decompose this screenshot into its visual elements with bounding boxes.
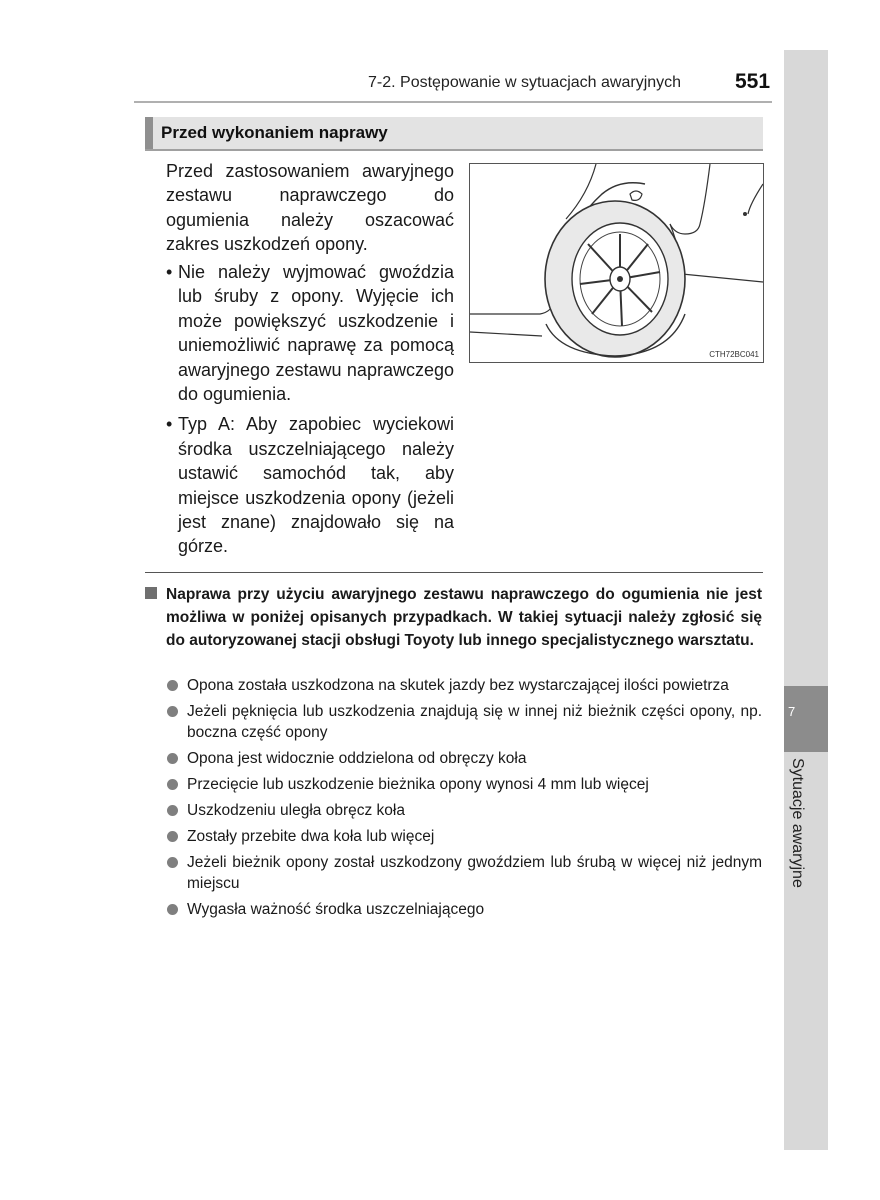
intro-text: Przed zastosowaniem awaryjnego zestawu naprawczego do ogumienia należy oszacować zakres uszkodzeń opony. <box>166 161 454 255</box>
case-item <box>166 826 762 847</box>
note-divider <box>145 572 763 573</box>
exclusion-case-list <box>166 675 762 925</box>
precaution-text: Nie należy wyjmować gwoździa lub śruby z opony. Wyjęcie ich może powiększyć uszkodzenie i uniemożliwić naprawę za pomocą awaryjnego zestawu naprawczego do ogumienia. <box>178 262 454 405</box>
bullet-marker: • <box>166 262 173 282</box>
case-bullet-icon <box>167 857 178 868</box>
case-text: Opona jest widocznie oddzielona od obręczy koła <box>187 750 527 767</box>
section-heading <box>145 117 763 151</box>
case-item <box>166 800 762 821</box>
case-bullet-icon <box>167 680 178 691</box>
case-text: Opona została uszkodzona na skutek jazdy bez wystarczającej ilości powietrza <box>187 677 729 694</box>
header-divider <box>134 101 772 103</box>
case-item <box>166 675 762 696</box>
note-square-marker <box>145 587 157 599</box>
case-bullet-icon <box>167 831 178 842</box>
case-text: Jeżeli pęknięcia lub uszkodzenia znajdują się w innej niż bieżnik części opony, np. boczna część opony <box>187 703 762 741</box>
case-bullet-icon <box>167 904 178 915</box>
case-bullet-icon <box>167 706 178 717</box>
figure-code: CTH72BC041 <box>709 350 759 359</box>
precaution-item <box>166 412 454 558</box>
case-text: Uszkodzeniu uległa obręcz koła <box>187 802 405 819</box>
page-number: 551 <box>735 70 771 93</box>
chapter-number: 7 <box>788 704 796 719</box>
case-bullet-icon <box>167 753 178 764</box>
case-item <box>166 748 762 769</box>
case-text: Wygasła ważność środka uszczelniającego <box>187 901 485 918</box>
chapter-number-tab <box>784 686 828 752</box>
precaution-list <box>166 260 454 565</box>
case-text: Przecięcie lub uszkodzenie bieżnika opony wynosi 4 mm lub więcej <box>187 776 649 793</box>
chapter-title: Sytuacje awaryjne <box>789 758 806 888</box>
car-rear-wheel-illustration <box>470 164 763 362</box>
section-heading-title: Przed wykonaniem naprawy <box>161 123 388 142</box>
precaution-item <box>166 260 454 406</box>
case-item <box>166 701 762 743</box>
case-item <box>166 852 762 894</box>
note-heading: Naprawa przy użyciu awaryjnego zestawu naprawczego do ogumienia nie jest możliwa w poniżej opisanych przypadkach. W takiej sytuacji należy zgłosić się do autoryzowanej stacji obsługi Toyoty lub innego specjalistycznego warsztatu. <box>166 586 762 649</box>
case-text: Zostały przebite dwa koła lub więcej <box>187 828 435 845</box>
case-item <box>166 774 762 795</box>
case-bullet-icon <box>167 805 178 816</box>
case-text: Jeżeli bieżnik opony został uszkodzony gwoździem lub śrubą w więcej niż jednym miejscu <box>187 854 762 892</box>
running-header-title: 7-2. Postępowanie w sytuacjach awaryjnych <box>368 74 682 91</box>
bullet-marker: • <box>166 414 173 435</box>
section-heading-bar <box>145 117 153 149</box>
case-bullet-icon <box>167 779 178 790</box>
case-item <box>166 899 762 920</box>
chapter-side-tab <box>784 50 828 1150</box>
wheel-figure <box>469 163 764 363</box>
intro-paragraph <box>166 159 454 257</box>
precaution-text: Typ A: Aby zapobiec wyciekowi środka uszczelniającego należy ustawić samochód tak, aby miejsce uszkodzenia opony (jeżeli jest znane) znajdowało się na górze. <box>178 414 454 557</box>
